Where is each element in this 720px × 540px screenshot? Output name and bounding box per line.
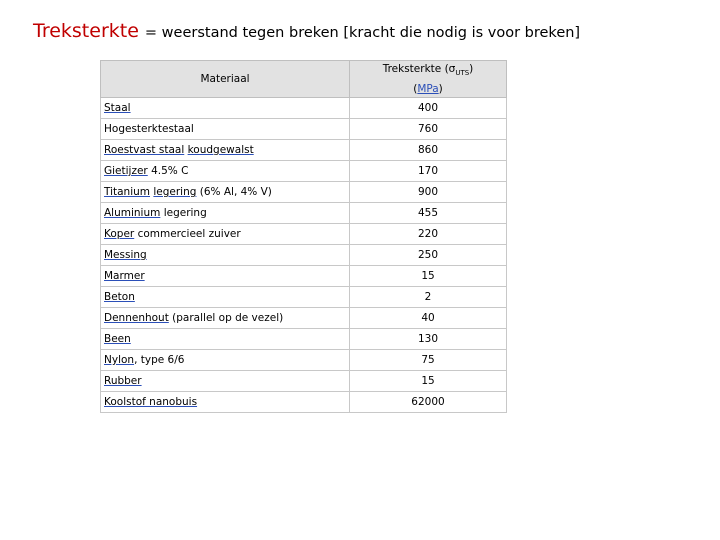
material-cell: [101, 350, 350, 371]
strength-value-cell: 15: [350, 371, 507, 392]
material-link[interactable]: Been: [104, 333, 131, 346]
material-link[interactable]: Koper: [104, 228, 135, 241]
table-row: [101, 266, 507, 287]
strength-header-suffix: ): [469, 63, 474, 75]
material-link[interactable]: Koolstof nanobuis: [104, 396, 198, 409]
material-text: (parallel op de vezel): [168, 312, 284, 325]
material-cell: [101, 392, 350, 413]
material-link[interactable]: Rubber: [104, 375, 142, 388]
strength-value-cell: 250: [350, 245, 507, 266]
material-link[interactable]: Aluminium: [104, 207, 161, 220]
table-row: [101, 350, 507, 371]
material-cell: [101, 224, 350, 245]
material-cell: [101, 371, 350, 392]
tensile-strength-table: [100, 60, 507, 413]
table-body: [101, 98, 507, 413]
unit-line: [350, 81, 506, 97]
strength-value-cell: 40: [350, 308, 507, 329]
table-row: [101, 245, 507, 266]
material-link[interactable]: Titanium: [104, 186, 151, 199]
material-link[interactable]: Marmer: [104, 270, 145, 283]
strength-value-cell: 15: [350, 266, 507, 287]
table-row: [101, 371, 507, 392]
material-cell: [101, 182, 350, 203]
strength-value-cell: 220: [350, 224, 507, 245]
strength-value-cell: 400: [350, 98, 507, 119]
material-text: , type 6/6: [134, 354, 185, 367]
strength-value-cell: 2: [350, 287, 507, 308]
strength-header-sub: UTS: [455, 69, 470, 78]
material-link[interactable]: Beton: [104, 291, 135, 304]
material-link[interactable]: Nylon: [104, 354, 135, 367]
material-link[interactable]: Messing: [104, 249, 147, 262]
strength-value-cell: 170: [350, 161, 507, 182]
material-text: commercieel zuiver: [134, 228, 241, 241]
title-heading: Treksterkte: [33, 20, 139, 42]
material-text: legering: [160, 207, 207, 220]
strength-header-line: [350, 61, 506, 81]
table-row: [101, 203, 507, 224]
material-link[interactable]: Dennenhout: [104, 312, 169, 325]
material-cell: [101, 161, 350, 182]
table-row: [101, 392, 507, 413]
material-cell: [101, 98, 350, 119]
table-row: [101, 98, 507, 119]
strength-value-cell: 900: [350, 182, 507, 203]
column-header-material: Materiaal: [101, 61, 350, 98]
material-cell: [101, 266, 350, 287]
material-text: Hogesterktestaal: [104, 123, 194, 136]
material-cell: [101, 287, 350, 308]
strength-header-prefix: Treksterkte (σ: [382, 63, 456, 75]
material-cell: [101, 140, 350, 161]
material-cell: [101, 119, 350, 140]
material-cell: [101, 203, 350, 224]
material-text: 4.5% C: [147, 165, 189, 178]
table-row: [101, 329, 507, 350]
table-row: [101, 161, 507, 182]
title-definition: = weerstand tegen breken [kracht die nodig is voor breken]: [144, 25, 581, 41]
material-link[interactable]: Gietijzer: [104, 165, 148, 178]
column-header-strength: [350, 61, 507, 98]
material-link[interactable]: koudgewalst: [187, 144, 254, 157]
slide-title: [33, 20, 580, 42]
strength-value-cell: 130: [350, 329, 507, 350]
strength-value-cell: 75: [350, 350, 507, 371]
material-link[interactable]: Staal: [104, 102, 131, 115]
table-header-row: [101, 61, 507, 98]
unit-close: ): [438, 83, 443, 96]
table-row: [101, 140, 507, 161]
strength-value-cell: 860: [350, 140, 507, 161]
material-cell: [101, 245, 350, 266]
unit-link-mpa[interactable]: MPa: [417, 83, 439, 96]
table-row: [101, 287, 507, 308]
material-cell: [101, 329, 350, 350]
table-row: [101, 182, 507, 203]
strength-value-cell: 62000: [350, 392, 507, 413]
unit-open: (: [413, 83, 418, 96]
material-link[interactable]: legering: [153, 186, 197, 199]
material-link[interactable]: Roestvast staal: [104, 144, 185, 157]
strength-value-cell: 455: [350, 203, 507, 224]
table-row: [101, 308, 507, 329]
material-cell: [101, 308, 350, 329]
table-row: [101, 224, 507, 245]
strength-value-cell: 760: [350, 119, 507, 140]
table-row: [101, 119, 507, 140]
material-text: (6% Al, 4% V): [196, 186, 272, 199]
